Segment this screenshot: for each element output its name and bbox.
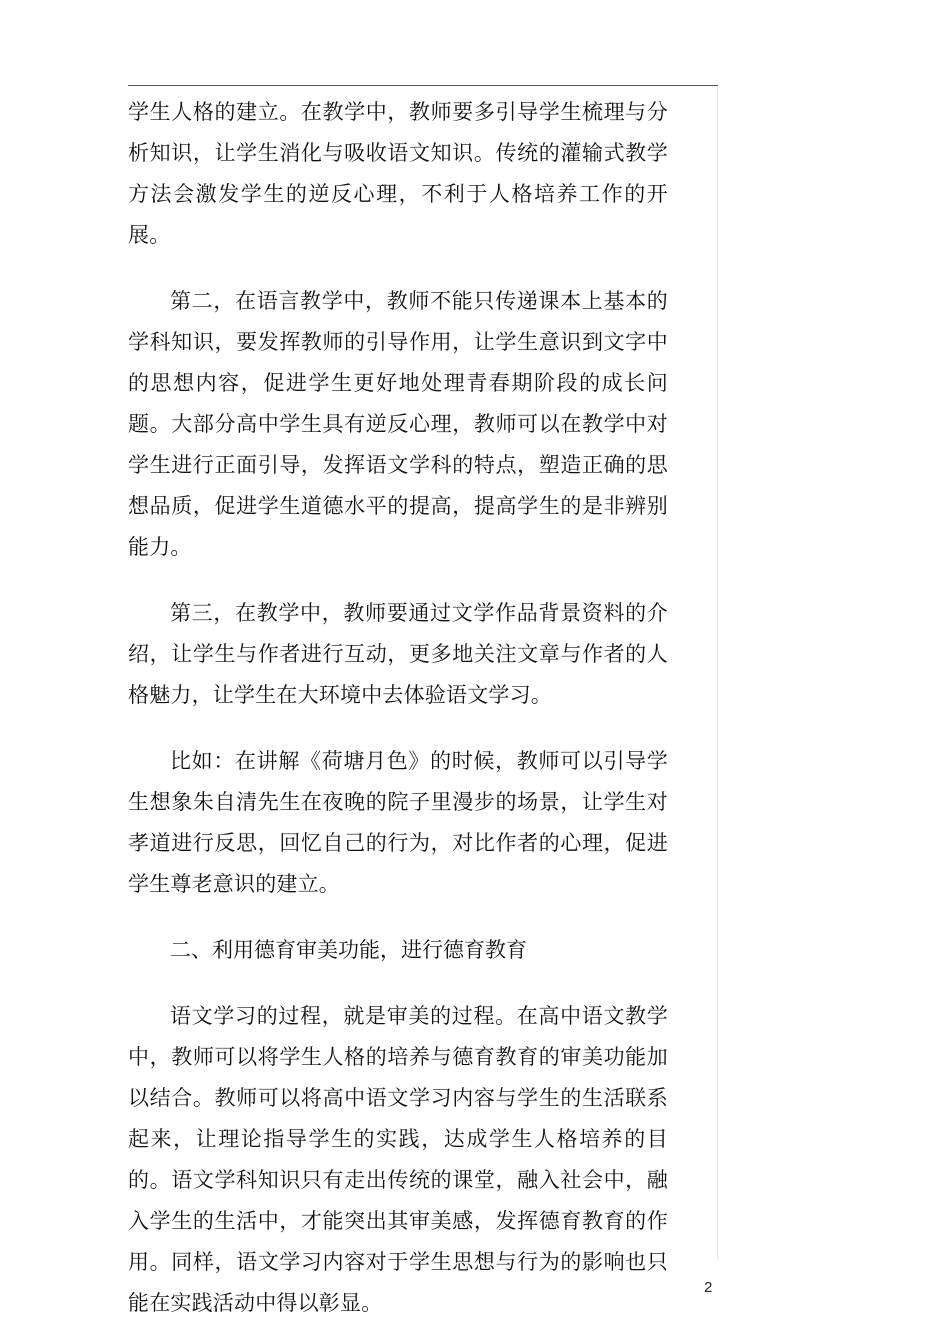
paragraph-example: 比如：在讲解《荷塘月色》的时候，教师可以引导学生想象朱自清先生在夜晚的院子里漫步的场景，让学生对孝道进行反思，回忆自己的行为，对比作者的心理，促进学生尊老意识的建立。 — [128, 749, 668, 896]
paragraph-gap — [128, 568, 668, 593]
paragraph-gap — [128, 971, 668, 996]
paragraph-gap — [128, 716, 668, 741]
paragraph-gap — [128, 256, 668, 281]
paragraph-second-point: 第二，在语言教学中，教师不能只传递课本上基本的学科知识，要发挥教师的引导作用，让学生意识到文字中的思想内容，促进学生更好地处理青春期阶段的成长问题。大部分高中学生具有逆反心理，教师可以在教学中对学生进行正面引导，发挥语文学科的特点，塑造正确的思想品质，促进学生道德水平的提高，提高学生的是非辨别能力。 — [128, 289, 668, 559]
paragraph-gap — [128, 905, 668, 930]
body-text — [128, 92, 668, 1324]
paragraph-continued: 学生人格的建立。在教学中，教师要多引导学生梳理与分析知识，让学生消化与吸收语文知识。传统的灌输式教学方法会激发学生的逆反心理，不利于人格培养工作的开展。 — [128, 100, 668, 247]
section-heading: 二、利用德育审美功能，进行德育教育 — [170, 938, 527, 962]
paragraph-third-point: 第三，在教学中，教师要通过文学作品背景资料的介绍，让学生与作者进行互动，更多地关注文章与作者的人格魅力，让学生在大环境中去体验语文学习。 — [128, 601, 668, 707]
paragraph-aesthetic: 语文学习的过程，就是审美的过程。在高中语文教学中，教师可以将学生人格的培养与德育教育的审美功能加以结合。教师可以将高中语文学习内容与学生的生活联系起来，让理论指导学生的实践，达成学生人格培养的目的。语文学科知识只有走出传统的课堂，融入社会中，融入学生的生活中，才能突出其审美感，发挥德育教育的作用。同样，语文学习内容对于学生思想与行为的影响也只能在实践活动中得以彰显。 — [128, 1004, 668, 1315]
header-rule — [128, 85, 718, 86]
page-number: 2 — [704, 1279, 713, 1296]
margin-rule — [717, 86, 718, 1260]
